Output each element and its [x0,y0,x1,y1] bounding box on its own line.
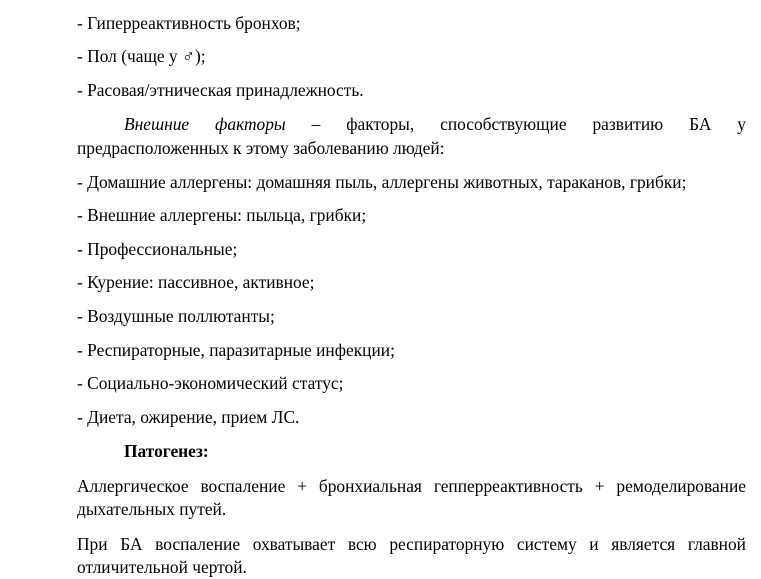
list-item: - Социально-экономический статус; [77,373,344,393]
list-item: - Курение: пассивное, активное; [77,272,315,292]
paragraph-line: Аллергическое воспаление + бронхиальная гепперреактивность + ремоделирование [77,476,746,496]
list-item: - Профессиональные; [77,239,238,259]
list-item: - Диета, ожирение, прием ЛС. [77,407,300,427]
section-heading: Патогенез: [124,441,209,461]
list-item: - Расовая/этническая принадлежность. [77,80,364,100]
list-item: - Пол (чаще у ♂); [77,46,206,66]
list-item: - Гиперреактивность бронхов; [77,13,301,33]
paragraph-line: отличительной чертой. [77,557,247,577]
paragraph-line: При БА воспаление охватывает всю респираторную систему и является главной [77,534,746,554]
external-factors-line2: предрасположенных к этому заболеванию людей: [77,138,445,158]
list-item: - Воздушные поллютанты; [77,306,275,326]
external-factors-line1 [124,114,746,134]
paragraph-line: дыхательных путей. [77,499,227,519]
list-item: - Домашние аллергены: домашняя пыль, аллергены животных, тараканов, грибки; [77,172,687,192]
external-factors-term: Внешние факторы [124,114,286,134]
external-factors-definition: – факторы, способствующие развитию БА у [285,114,746,134]
list-item: - Респираторные, паразитарные инфекции; [77,340,395,360]
list-item: - Внешние аллергены: пыльца, грибки; [77,205,367,225]
